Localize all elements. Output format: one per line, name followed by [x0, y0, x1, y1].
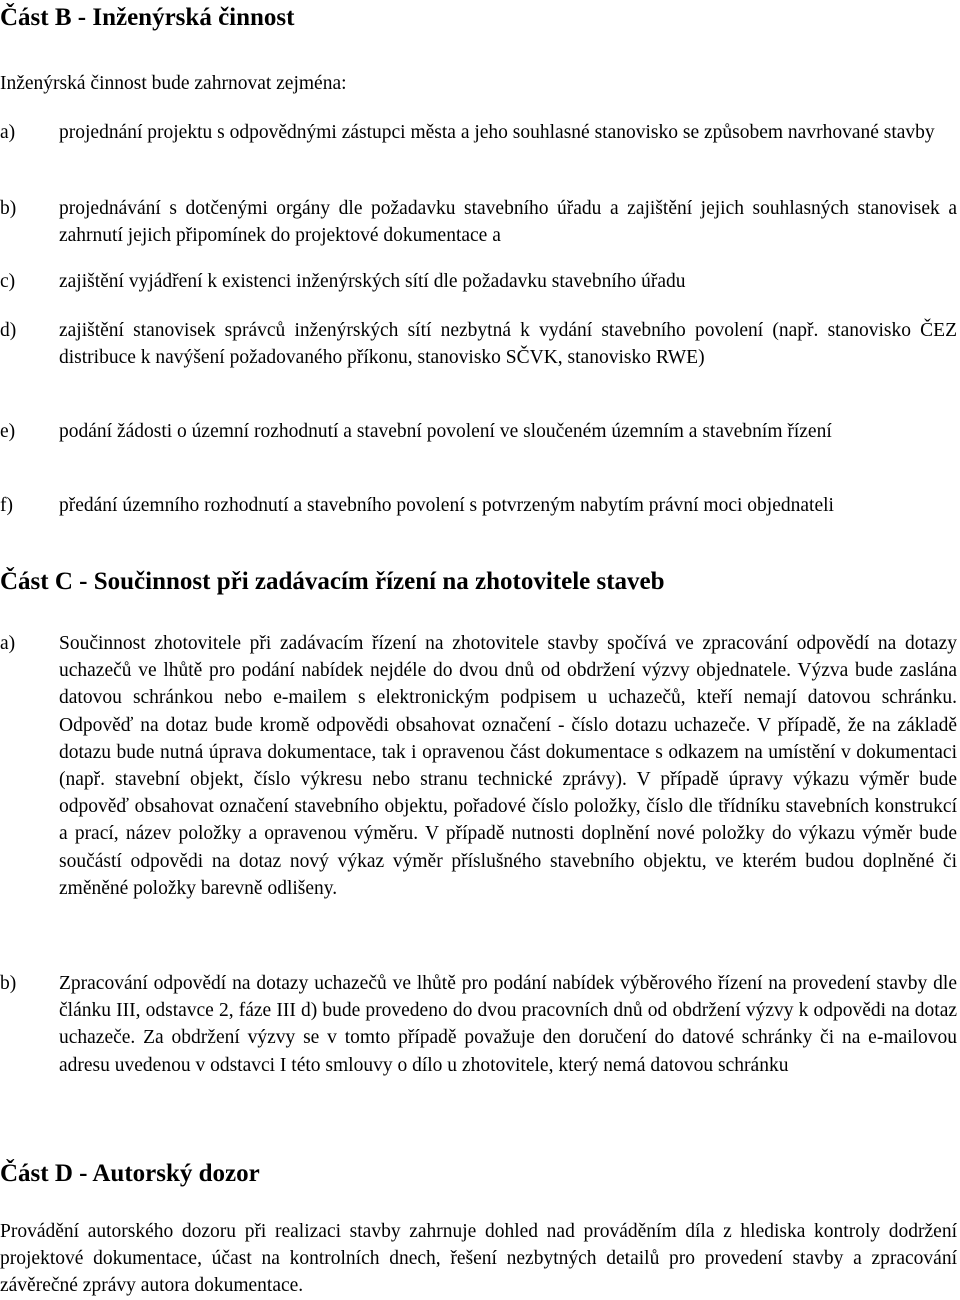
item-text: podání žádosti o územní rozhodnutí a stavební povolení ve sloučeném územním a stavebním řízení [59, 421, 832, 442]
item-text: Součinnost zhotovitele při zadávacím řízení na zhotovitele stavby spočívá ve zpracování odpovědí na dotazy uchazečů ve lhůtě pro podání nabídek nejdéle do dvou dnů od obdržení výzvy objednatele. Výzva bude zaslána datovou schránkou nebo e-mailem s elektronickým podpisem u uchazečů, kteří nemají datovou schránku. Odpověď na dotaz bude kromě odpovědi obsahovat označení - číslo dotazu uchazeče. V případě, že na základě dotazu bude nutná úprava dokumentace, tak i opravenou část dokumentace s odkazem na umístění v dokumentaci (např. stavební objekt, číslo výkresu nebo stranu technické zprávy). V případě úpravy výkazu výměr bude odpověď obsahovat označení stavebního objektu, pořadové číslo položky, číslo dle třídníku stavebních konstrukcí a prací, název položky a opravenou výměru. V případě nutnosti doplnění nové položky do výkazu výměr bude součástí odpovědi na dotaz nový výkaz výměr příslušného stavebního objektu, ve kterém budou doplněné či změněné položky barevně odlišeny. [59, 633, 957, 899]
item-text: zajištění stanovisek správců inženýrských sítí nezbytná k vydání stavebního povolení (např. stanovisko ČEZ distribuce k navýšení požadovaného příkonu, stanovisko SČVK, stanovisko RWE) [59, 320, 957, 369]
part-b-item-f [0, 492, 957, 519]
item-text: Zpracování odpovědí na dotazy uchazečů ve lhůtě pro podání nabídek výběrového řízení na provedení stavby dle článku III, odstavce 2, fáze III d) bude provedeno do dvou pracovních dnů od obdržení výzvy k odpovědi na dotaz uchazeče. Za obdržení výzvy se v tomto případě považuje den doručení do datové schránky či na e-mailovou adresu uvedenou v odstavci I této smlouvy o dílo u zhotovitele, který nemá datovou schránku [59, 973, 957, 1076]
item-letter: d) [0, 320, 17, 341]
part-b-item-a [0, 119, 957, 146]
part-d-heading: Část D - Autorský dozor [0, 1160, 260, 1187]
item-text: projednávání s dotčenými orgány dle požadavku stavebního úřadu a zajištění jejich souhlasných stanovisek a zahrnutí jejich připomínek do projektové dokumentace a [59, 198, 957, 247]
item-letter: e) [0, 421, 16, 442]
part-b-heading: Část B - Inženýrská činnost [0, 4, 295, 31]
part-b-intro: Inženýrská činnost bude zahrnovat zejména: [0, 73, 347, 94]
item-text: zajištění vyjádření k existenci inženýrských sítí dle požadavku stavebního úřadu [59, 271, 686, 292]
item-text: projednání projektu s odpovědnými zástupci města a jeho souhlasné stanovisko se způsobem navrhované stavby [59, 122, 935, 143]
part-c-heading: Část C - Součinnost při zadávacím řízení na zhotovitele staveb [0, 568, 665, 595]
part-c-item-a [0, 630, 957, 902]
part-b-item-b [0, 195, 957, 249]
part-b-item-e [0, 418, 957, 445]
item-letter: b) [0, 198, 17, 219]
item-letter: c) [0, 271, 16, 292]
item-letter: f) [0, 495, 13, 516]
part-d-text: Provádění autorského dozoru při realizaci stavby zahrnuje dohled nad prováděním díla z hlediska kontroly dodržení projektové dokumentace, účast na kontrolních dnech, řešení nezbytných detailů pro provedení stavby a zpracování závěrečné zprávy autora dokumentace. [0, 1221, 957, 1297]
item-letter: a) [0, 633, 16, 654]
item-text: předání územního rozhodnutí a stavebního povolení s potvrzeným nabytím právní moci objednateli [59, 495, 834, 516]
part-c-item-b [0, 970, 957, 1079]
part-b-item-c [0, 268, 957, 295]
part-b-item-d [0, 317, 957, 371]
item-letter: a) [0, 122, 16, 143]
item-letter: b) [0, 973, 17, 994]
